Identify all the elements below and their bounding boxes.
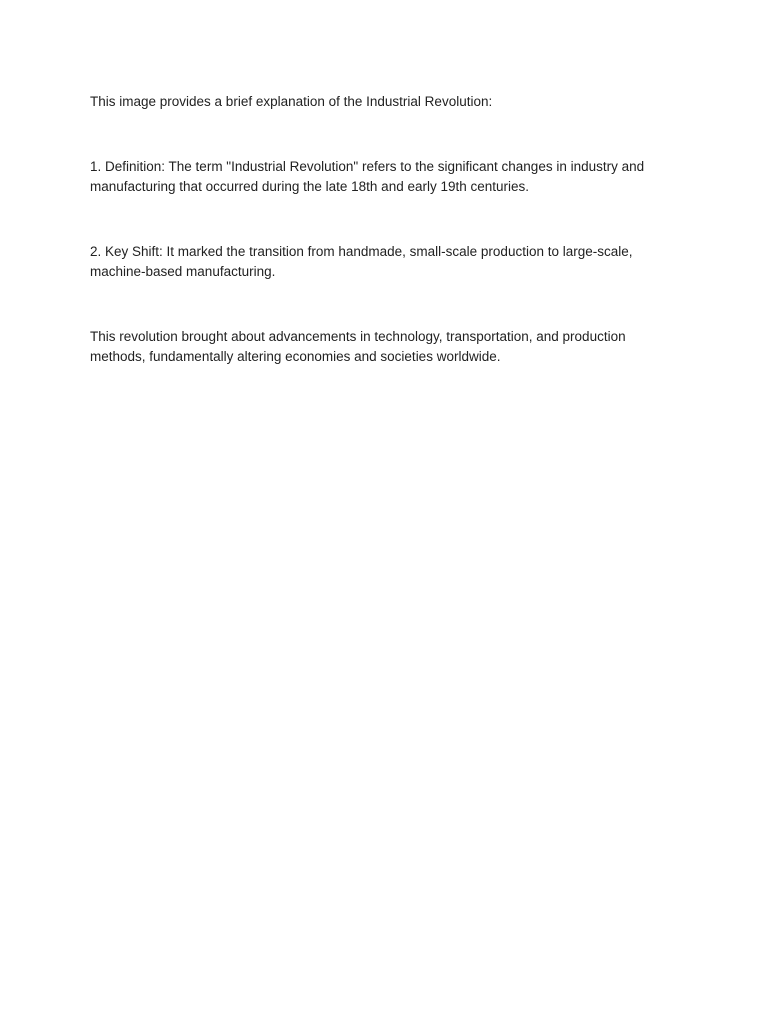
document-body <box>90 92 680 367</box>
key-shift-paragraph: 2. Key Shift: It marked the transition from handmade, small-scale production to large-scale, machine-based manufacturing. <box>90 244 633 279</box>
intro-paragraph: This image provides a brief explanation of the Industrial Revolution: <box>90 94 493 109</box>
conclusion-paragraph: This revolution brought about advancements in technology, transportation, and production methods, fundamentally altering economies and societies worldwide. <box>90 329 626 364</box>
definition-paragraph: 1. Definition: The term "Industrial Revolution" refers to the significant changes in industry and manufacturing that occurred during the late 18th and early 19th centuries. <box>90 159 645 194</box>
paragraph-spacer <box>90 197 680 242</box>
paragraph-spacer <box>90 282 680 327</box>
paragraph-spacer <box>90 112 680 157</box>
